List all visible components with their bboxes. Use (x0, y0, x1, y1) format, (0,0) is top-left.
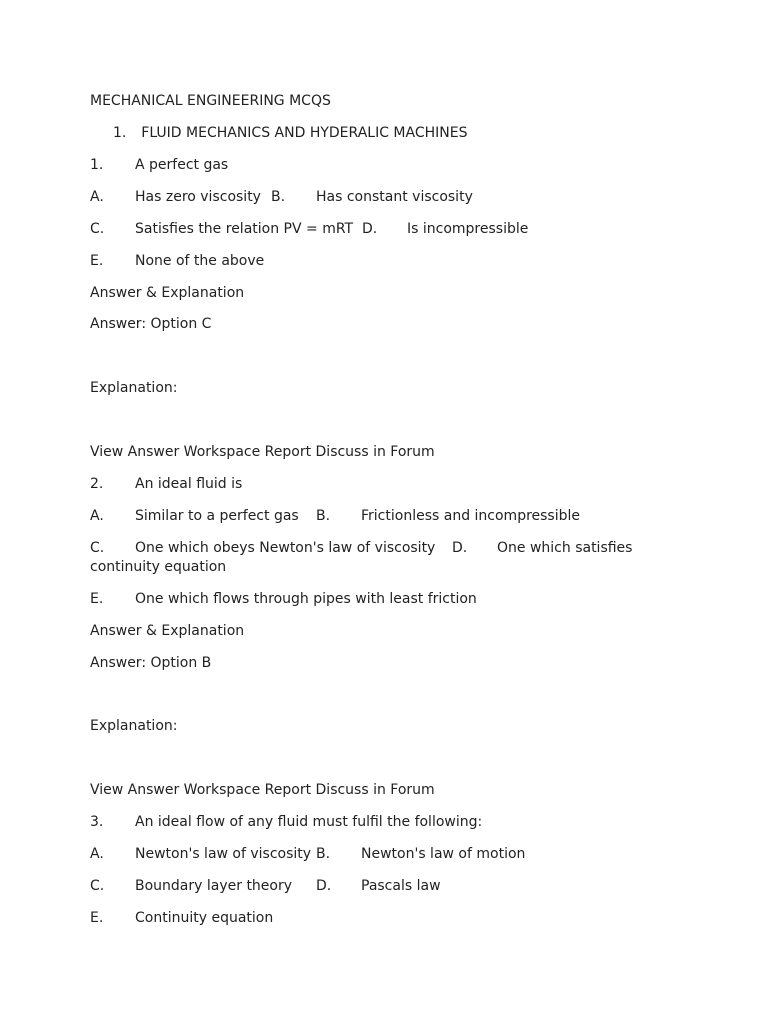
section-number: 1. (113, 125, 127, 141)
option-text: None of the above (135, 253, 265, 269)
option-letter: B. (316, 846, 331, 862)
option-text: Frictionless and incompressible (361, 508, 581, 524)
option-letter: B. (316, 508, 331, 524)
q3-options-ab (90, 845, 526, 863)
option-letter: D. (362, 221, 378, 237)
option-letter: A. (90, 508, 104, 524)
option-text: Newton's law of viscosity (135, 846, 312, 862)
q2-option-d-continued: continuity equation (90, 559, 227, 575)
option-text: One which flows through pipes with least friction (135, 591, 477, 607)
answer-line: Answer: Option B (90, 655, 212, 671)
option-text: Has constant viscosity (316, 189, 473, 205)
q3-options-cd (90, 877, 441, 895)
q1-options-cd (90, 220, 529, 238)
question-1 (90, 156, 229, 174)
option-text: Pascals law (361, 878, 441, 894)
question-number: 1. (90, 157, 104, 173)
option-text: Has zero viscosity (135, 189, 261, 205)
question-text: An ideal fluid is (135, 476, 243, 492)
option-letter: A. (90, 846, 104, 862)
answer-line: Answer: Option C (90, 316, 212, 332)
q3-option-e (90, 909, 274, 927)
question-2 (90, 475, 243, 493)
question-text: A perfect gas (135, 157, 229, 173)
document-title: MECHANICAL ENGINEERING MCQS (90, 93, 331, 109)
option-letter: D. (316, 878, 332, 894)
q2-options-ab (90, 507, 581, 525)
option-letter: E. (90, 910, 104, 926)
answer-explanation-header: Answer & Explanation (90, 623, 245, 639)
option-text: Continuity equation (135, 910, 274, 926)
section-label: FLUID MECHANICS AND HYDERALIC MACHINES (141, 125, 468, 141)
q2-option-e (90, 590, 477, 608)
q2-options-cd (90, 539, 633, 557)
option-text: Satisfies the relation PV = mRT (135, 221, 354, 237)
question-number: 3. (90, 814, 104, 830)
explanation-label: Explanation: (90, 718, 178, 734)
option-letter: C. (90, 540, 105, 556)
question-links: View Answer Workspace Report Discuss in Forum (90, 782, 435, 798)
option-text: Newton's law of motion (361, 846, 526, 862)
question-number: 2. (90, 476, 104, 492)
section-heading (113, 124, 467, 142)
option-letter: A. (90, 189, 104, 205)
option-letter: C. (90, 878, 105, 894)
question-links: View Answer Workspace Report Discuss in Forum (90, 444, 435, 460)
q1-option-e (90, 252, 265, 270)
option-text: Is incompressible (407, 221, 529, 237)
question-3 (90, 813, 483, 831)
q1-options-ab (90, 188, 473, 206)
option-text: One which obeys Newton's law of viscosity (135, 540, 436, 556)
option-text: Boundary layer theory (135, 878, 293, 894)
answer-explanation-header: Answer & Explanation (90, 285, 245, 301)
explanation-label: Explanation: (90, 380, 178, 396)
option-letter: C. (90, 221, 105, 237)
option-letter: E. (90, 591, 104, 607)
question-text: An ideal flow of any fluid must fulfil the following: (135, 814, 483, 830)
option-text: One which satisfies (497, 540, 633, 556)
option-text: Similar to a perfect gas (135, 508, 299, 524)
option-letter: D. (452, 540, 468, 556)
option-letter: B. (271, 189, 286, 205)
option-letter: E. (90, 253, 104, 269)
